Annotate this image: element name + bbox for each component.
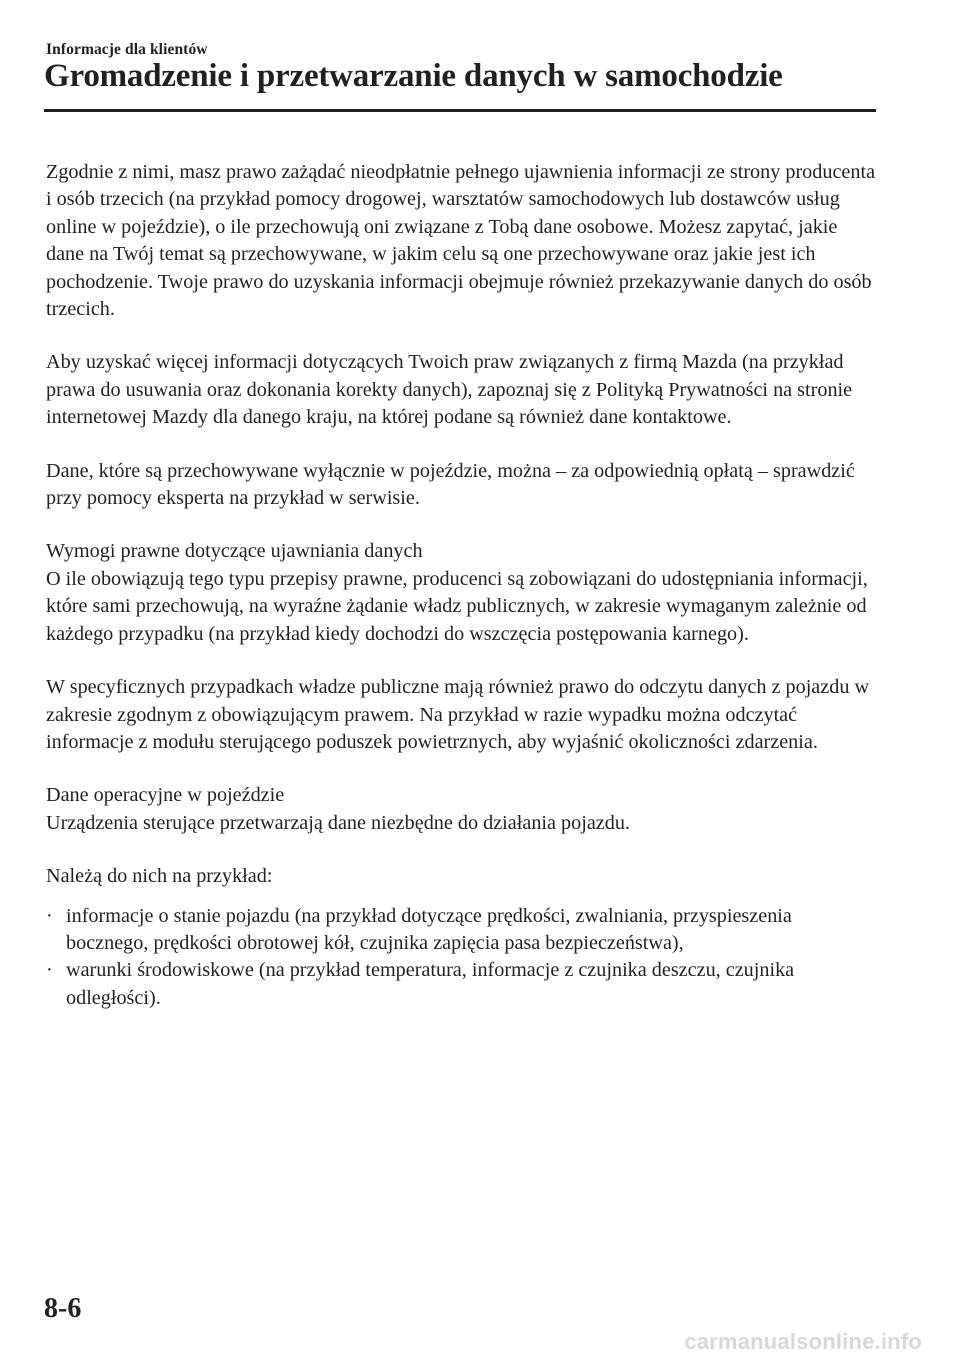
list-intro: Należą do nich na przykład: xyxy=(46,865,273,888)
list-item xyxy=(46,903,878,958)
paragraph-privacy-policy: Aby uzyskać więcej informacji dotyczących Twoich praw związanych z firmą Mazda (na przykład prawa do usuwania oraz dokonania korekty danych), zapoznaj się z Polityką Prywatności na stronie internetowej Mazdy dla danego kraju, na której podane są również dane kontaktowe. xyxy=(46,351,853,429)
legal-requirements-text: O ile obowiązują tego typu przepisy prawne, producenci są zobowiązani do udostępniania informacji, które sami przechowują, na wyraźne żądanie władz publicznych, w zakresie wymaganym zależnie od każdego przypadku (na przykład kiedy dochodzi do wszczęcia postępowania karnego). xyxy=(46,567,868,645)
operational-data-block xyxy=(46,782,878,837)
list-item xyxy=(46,957,878,1012)
operational-data-heading: Dane operacyjne w pojeździe xyxy=(46,784,285,807)
body-content xyxy=(46,159,878,1012)
page-number: 8-6 xyxy=(44,1293,82,1324)
paragraph-public-authorities: W specyficznych przypadkach władze publiczne mają również prawo do odczytu danych z pojazdu w zakresie zgodnym z obowiązującym prawem. Na przykład w razie wypadku można odczytać informacje z modułu sterującego poduszek powietrznych, aby wyjaśnić okoliczności zdarzenia. xyxy=(46,676,870,753)
title-divider xyxy=(44,109,876,112)
paragraph-stored-data-check: Dane, które są przechowywane wyłącznie w pojeździe, można – za odpowiednią opłatą – sprawdzić przy pomocy eksperta na przykład w serwisie. xyxy=(46,459,855,510)
bullet-list xyxy=(46,903,878,1013)
watermark: carmanualsonline.info xyxy=(684,1329,922,1354)
list-item-text: informacje o stanie pojazdu (na przykład dotyczące prędkości, zwalniania, przyspieszenia bocznego, prędkości obrotowej kół, czujnika zapięcia pasa bezpieczeństwa), xyxy=(66,904,792,954)
paragraph-disclosure-rights: Zgodnie z nimi, masz prawo zażądać nieodpłatnie pełnego ujawnienia informacji ze strony producenta i osób trzecich (na przykład pomocy drogowej, warsztatów samochodowych lub dostawców usług online w pojeździe), o ile przechowują oni związane z Tobą dane osobowe. Możesz zapytać, jakie dane na Twój temat są przechowywane, w jakim celu są one przechowywane oraz jakie jest ich pochodzenie. Twoje prawo do uzyskania informacji obejmuje również przekazywanie danych do osób trzecich. xyxy=(46,161,876,321)
page-title: Gromadzenie i przetwarzanie danych w samochodzie xyxy=(44,58,783,94)
legal-requirements-heading: Wymogi prawne dotyczące ujawniania danych xyxy=(46,540,423,563)
operational-data-text: Urządzenia sterujące przetwarzają dane niezbędne do działania pojazdu. xyxy=(46,811,630,834)
bullet-icon: · xyxy=(46,904,53,927)
bullet-icon: · xyxy=(46,959,53,982)
section-label: Informacje dla klientów xyxy=(46,41,208,58)
legal-requirements-block xyxy=(46,538,878,648)
list-item-text: warunki środowiskowe (na przykład temperatura, informacje z czujnika deszczu, czujnika odległości). xyxy=(66,959,795,1009)
